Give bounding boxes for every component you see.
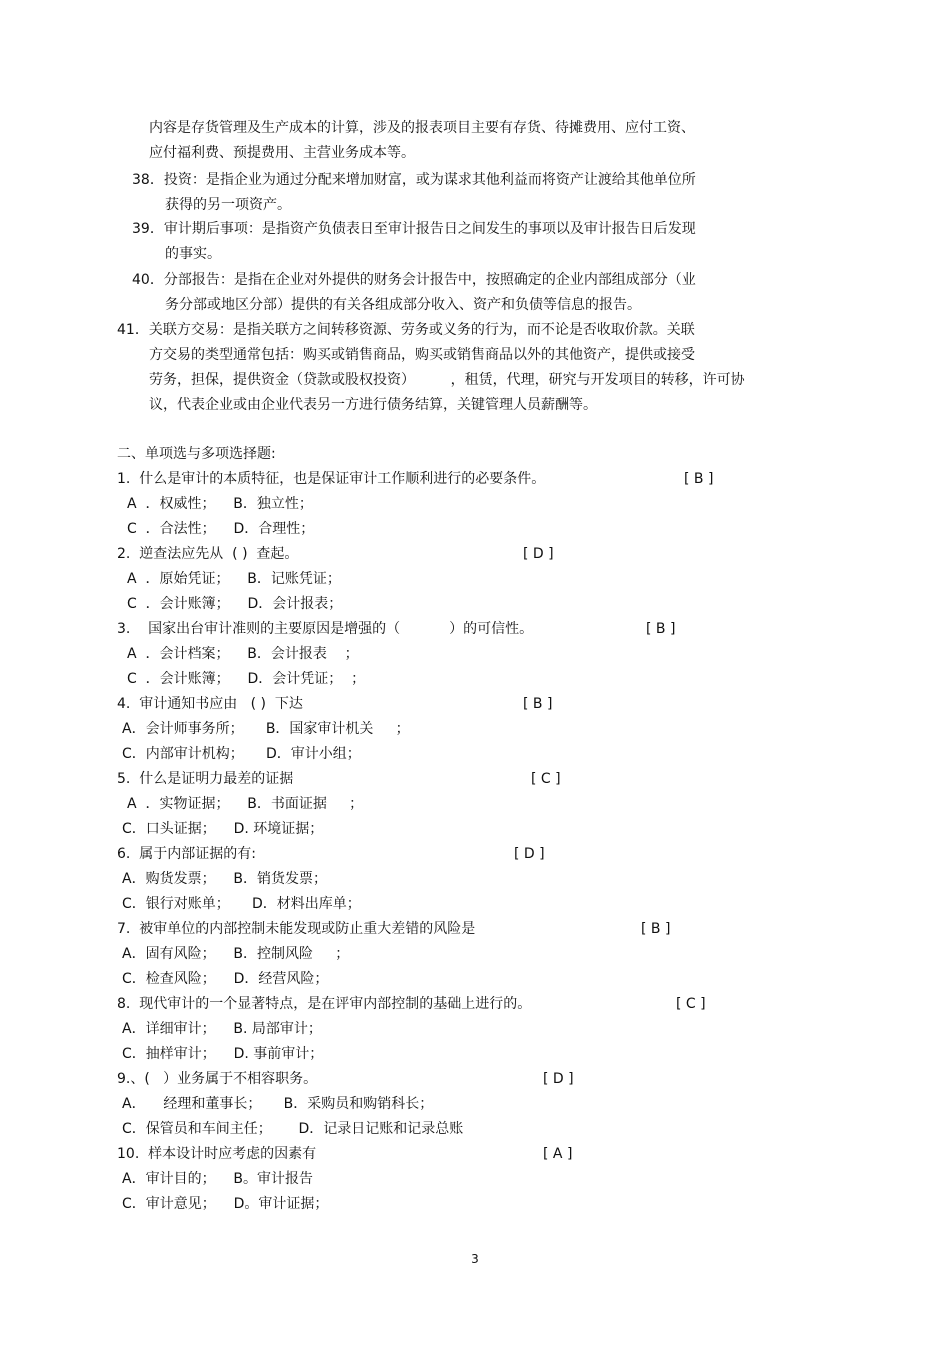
answer-key: [ B ]	[646, 621, 676, 637]
answer-key: [ C ]	[676, 996, 706, 1012]
question-text: 2. 逆查法应先从 ( ) 查起。	[117, 546, 299, 562]
option-line: C．内部审计机构； D．审计小组；	[122, 746, 361, 762]
option-line: C．保管员和车间主任； D．记录日记账和记录总账	[122, 1121, 464, 1137]
option-line: A． 经理和董事长； B．采购员和购销科长；	[122, 1096, 434, 1112]
definition-line: 方交易的类型通常包括：购买或销售商品，购买或销售商品以外的其他资产，提供或接受	[149, 347, 695, 363]
option-line: C．口头证据； D. 环境证据；	[122, 821, 324, 837]
question-text: 7. 被审单位的内部控制未能发现或防止重大差错的风险是	[117, 921, 476, 937]
definition-line: 41．关联方交易：是指关联方之间转移资源、劳务或义务的行为，而不论是否收取价款。关联	[117, 322, 695, 338]
option-line: C．银行对账单； D．材料出库单；	[122, 896, 361, 912]
option-line: A ．原始凭证； B．记账凭证；	[127, 571, 341, 587]
page-number: 3	[471, 1252, 479, 1266]
answer-key: [ B ]	[523, 696, 553, 712]
answer-key: [ A ]	[543, 1146, 573, 1162]
option-line: C ．合法性； D．合理性；	[127, 521, 315, 537]
definition-line: 议，代表企业或由企业代表另一方进行债务结算，关键管理人员薪酬等。	[149, 397, 597, 413]
answer-key: [ D ]	[514, 846, 545, 862]
question-text: 6. 属于内部证据的有:	[117, 846, 256, 862]
answer-key: [ C ]	[531, 771, 561, 787]
definition-line: 40．分部报告：是指在企业对外提供的财务会计报告中，按照确定的企业内部组成部分（业	[132, 272, 696, 288]
definition-line: 内容是存货管理及生产成本的计算，涉及的报表项目主要有存货、待摊费用、应付工资、	[149, 120, 695, 136]
option-line: C．检查风险； D．经营风险；	[122, 971, 329, 987]
definition-line: 应付福利费、预提费用、主营业务成本等。	[149, 145, 415, 161]
option-line: C ．会计账簿； D．会计报表；	[127, 596, 343, 612]
definition-line: 获得的另一项资产。	[165, 197, 291, 213]
question-text: 8. 现代审计的一个显著特点，是在评审内部控制的基础上进行的。	[117, 996, 532, 1012]
answer-key: [ B ]	[641, 921, 671, 937]
question-text: 3. 国家出台审计准则的主要原因是增强的（ ）的可信性。	[117, 621, 534, 637]
option-line: A．详细审计； B. 局部审计；	[122, 1021, 322, 1037]
question-text: 9.、( ）业务属于不相容职务。	[117, 1071, 318, 1087]
option-line: A．会计师事务所； B．国家审计机关 ；	[122, 721, 410, 737]
option-line: A ．实物证据； B．书面证据 ；	[127, 796, 364, 812]
definition-line: 务分部或地区分部）提供的有关各组成部分收入、资产和负债等信息的报告。	[165, 297, 641, 313]
option-line: C ．会计账簿； D．会计凭证； ；	[127, 671, 366, 687]
option-line: A．审计目的； B。审计报告	[122, 1171, 313, 1187]
definition-line: 38．投资：是指企业为通过分配来增加财富，或为谋求其他利益而将资产让渡给其他单位所	[132, 172, 696, 188]
definition-line: 39．审计期后事项：是指资产负债表日至审计报告日之间发生的事项以及审计报告日后发现	[132, 221, 696, 237]
answer-key: [ B ]	[684, 471, 714, 487]
answer-key: [ D ]	[523, 546, 554, 562]
answer-key: [ D ]	[543, 1071, 574, 1087]
option-line: A ．会计档案； B．会计报表 ；	[127, 646, 359, 662]
option-line: A．固有风险； B．控制风险 ；	[122, 946, 350, 962]
option-line: C．抽样审计； D. 事前审计；	[122, 1046, 324, 1062]
definition-line: 的事实。	[165, 246, 221, 262]
question-text: 10. 样本设计时应考虑的因素有	[117, 1146, 317, 1162]
option-line: C．审计意见； D。审计证据；	[122, 1196, 329, 1212]
question-text: 4. 审计通知书应由 ( ) 下达	[117, 696, 303, 712]
question-text: 5. 什么是证明力最差的证据	[117, 771, 294, 787]
question-text: 1. 什么是审计的本质特征，也是保证审计工作顺利进行的必要条件。	[117, 471, 546, 487]
option-line: A．购货发票； B．销货发票；	[122, 871, 327, 887]
definition-line: 劳务，担保，提供资金（贷款或股权投资） ，租赁，代理，研究与开发项目的转移，许可协	[149, 372, 745, 388]
section-title: 二、单项选与多项选择题:	[117, 446, 276, 462]
option-line: A ．权威性； B．独立性；	[127, 496, 313, 512]
